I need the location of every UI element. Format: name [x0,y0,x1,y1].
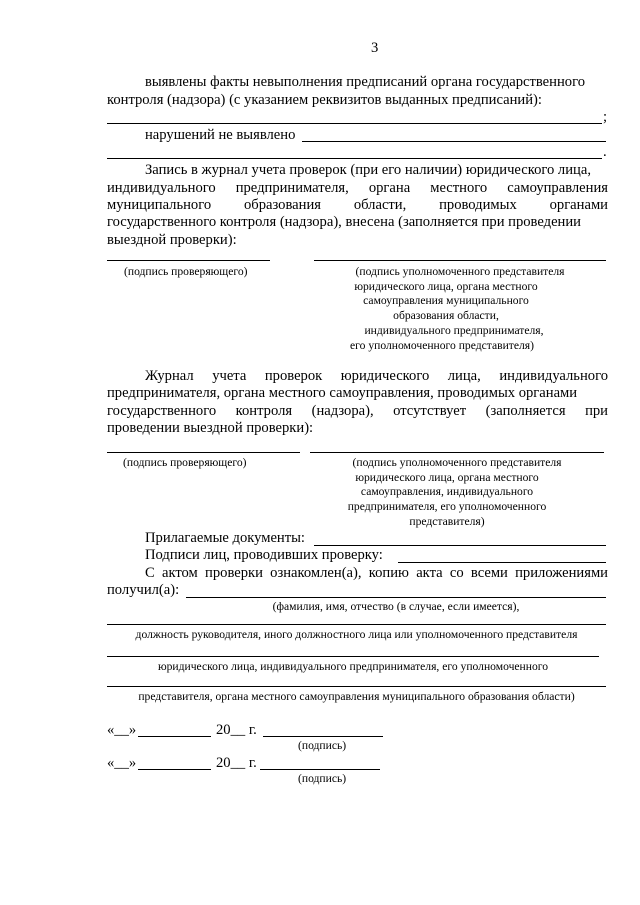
representative-caption-1-line-1: (подпись уполномоченного представителя [355,265,565,278]
acquainted-fill-line-4[interactable] [107,686,606,687]
inspectors-signatures-fill-line[interactable] [398,562,606,563]
journal-absent-line-4: проведении выездной проверки): [107,420,314,436]
prescriptions-fill-line[interactable] [107,123,602,124]
attachments-fill-line[interactable] [314,545,606,546]
acquainted-line-1: С актом проверки ознакомлен(а), копию акта со всеми приложениями [145,565,608,581]
acquainted-fill-line-3[interactable] [107,656,599,657]
acquainted-line-2: получил(а): [107,582,180,598]
inspector-signature-caption-2: (подпись проверяющего) [123,456,247,469]
journal-record-line-2: индивидуального предпринимателя, органа местного самоуправления [107,180,608,196]
inspector-signature-line-2[interactable] [107,452,300,453]
journal-record-line-5: выездной проверки): [107,232,237,248]
no-violations-fill-line[interactable] [302,141,606,142]
date-1-signature-line[interactable] [263,736,383,737]
representative-caption-1-line-2: юридического лица, органа местного [354,280,538,293]
representative-signature-line-1[interactable] [314,260,606,261]
date-1-month-line[interactable] [138,736,211,737]
journal-absent-line-3: государственного контроля (надзора), отсутствует (заполняется при [107,403,608,419]
attachments-label: Прилагаемые документы: [145,530,305,546]
journal-absent-line-1: Журнал учета проверок юридического лица, индивидуального [145,368,608,384]
acquainted-caption-1: (фамилия, имя, отчество (в случае, если имеется), [272,600,520,613]
date-2-signature-caption: (подпись) [298,772,347,785]
representative-caption-2-line-1: (подпись уполномоченного представителя [352,456,562,469]
date-1-prefix: «__» [107,722,137,738]
acquainted-caption-2: должность руководителя, иного должностного лица или уполномоченного представителя [135,628,578,641]
prescriptions-semicolon: ; [603,109,608,125]
acquainted-caption-3: юридического лица, индивидуального предпринимателя, его уполномоченного [157,660,549,673]
representative-signature-line-2[interactable] [310,452,604,453]
journal-record-line-1: Запись в журнал учета проверок (при его наличии) юридического лица, [145,162,591,178]
date-2-prefix: «__» [107,755,137,771]
journal-record-line-4: государственного контроля (надзора), внесена (заполняется при проведении [107,214,581,230]
representative-caption-2-line-2: юридического лица, органа местного [355,471,539,484]
no-violations-fill-line-2[interactable] [107,158,602,159]
date-1-signature-caption: (подпись) [298,739,347,752]
date-2-month-line[interactable] [138,769,211,770]
acquainted-fill-line-2[interactable] [107,624,606,625]
representative-caption-1-line-3: самоуправления муниципального [363,294,529,307]
inspector-signature-line-1[interactable] [107,260,270,261]
no-violations-period: . [603,144,607,160]
date-2-year: 20__ г. [216,755,257,771]
representative-caption-2-line-4: предпринимателя, его уполномоченного [347,500,547,513]
prescriptions-line-1: выявлены факты невыполнения предписаний органа государственного [145,74,585,90]
prescriptions-line-2: контроля (надзора) (с указанием реквизитов выданных предписаний): [107,92,542,108]
representative-caption-1-line-6: его уполномоченного представителя) [350,339,534,352]
page-number: 3 [371,40,379,56]
representative-caption-2-line-5: представителя) [409,515,485,528]
no-violations-label: нарушений не выявлено [145,127,296,143]
representative-caption-2-line-3: самоуправления, индивидуального [360,485,534,498]
inspector-signature-caption-1: (подпись проверяющего) [124,265,248,278]
date-2-signature-line[interactable] [260,769,380,770]
journal-record-line-3: муниципального образования области, проводимых органами [107,197,608,213]
acquainted-fill-line[interactable] [186,597,606,598]
journal-absent-line-2: предпринимателя, органа местного самоуправления, проводимых органами [107,385,578,401]
date-1-year: 20__ г. [216,722,257,738]
acquainted-caption-4: представителя, органа местного самоуправления муниципального образования области) [138,690,575,703]
inspectors-signatures-label: Подписи лиц, проводивших проверку: [145,547,383,563]
representative-caption-1-line-5: индивидуального предпринимателя, [364,324,544,337]
representative-caption-1-line-4: образования области, [393,309,499,322]
